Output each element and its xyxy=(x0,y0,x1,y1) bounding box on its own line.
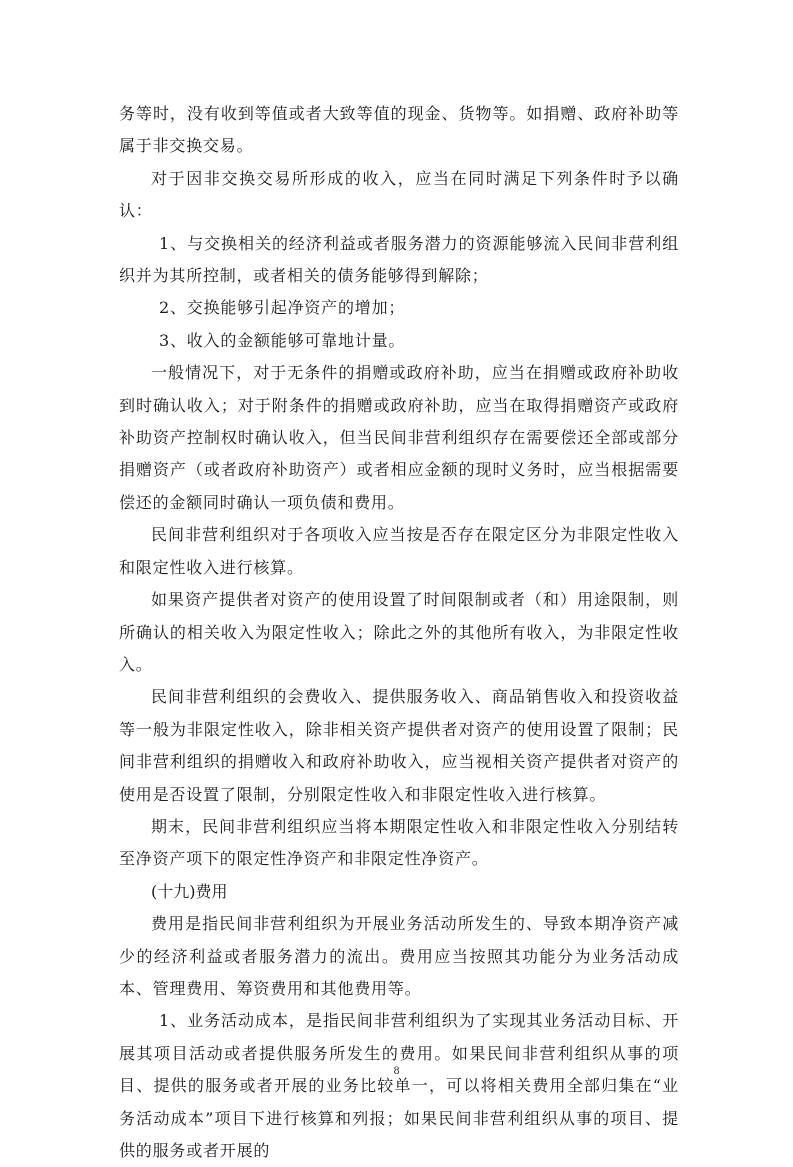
paragraph-restricted-income: 如果资产提供者对资产的使用设置了时间限制或者（和）用途限制，则所确认的相关收入为限定性收入；除此之外的其他所有收入，为非限定性收入。 xyxy=(119,590,679,674)
paragraph-income-classification: 民间非营利组织对于各项收入应当按是否存在限定区分为非限定性收入和限定性收入进行核算。 xyxy=(119,525,679,577)
paragraph-membership-income: 民间非营利组织的会费收入、提供服务收入、商品销售收入和投资收益等一般为非限定性收入，除非相关资产提供者对资产的使用设置了限制；民间非营利组织的捐赠收入和政府补助收入，应当视相关资产提供者对资产的使用是否设置了限制，分别限定性收入和非限定性收入进行核算。 xyxy=(119,687,679,804)
list-item-condition-2: 2、交换能够引起净资产的增加； xyxy=(159,298,406,318)
list-item-condition-1: 1、与交换相关的经济利益或者服务潜力的资源能够流入民间非营利组织并为其所控制，或者相关的债务能够得到解除； xyxy=(119,233,679,286)
paragraph-period-end: 期末，民间非营利组织应当将本期限定性收入和非限定性收入分别结转至净资产项下的限定性净资产和非限定性净资产。 xyxy=(119,816,679,869)
list-item-business-cost: 1、业务活动成本，是指民间非营利组织为了实现其业务活动目标、开展其项目活动或者提供服务所发生的费用。如果民间非营利组织从事的项目、提供的服务或者开展的业务比较单一，可以将相关费用全部归集在“业务活动成本”项目下进行核算和列报；如果民间非营利组织从事的项目、提供的服务或者开展的 xyxy=(119,1011,679,1160)
page-number: 8 xyxy=(393,1066,400,1077)
paragraph-expense-definition: 费用是指民间非营利组织为开展业务活动所发生的、导致本期净资产减少的经济利益或者服务潜力的流出。费用应当按照其功能分为业务活动成本、管理费用、筹资费用和其他费用等。 xyxy=(119,914,679,998)
section-heading-expenses: (十九)费用 xyxy=(151,881,228,901)
paragraph-general-case: 一般情况下，对于无条件的捐赠或政府补助，应当在捐赠或政府补助收到时确认收入；对于附条件的捐赠或政府补助，应当在取得捐赠资产或政府补助资产控制权时确认收入，但当民间非营利组织存在需要偿还全部或部分捐赠资产（或者政府补助资产）或者相应金额的现时义务时，应当根据需要偿还的金额同时确认一项负债和费用。 xyxy=(119,363,679,512)
document-body xyxy=(119,98,679,1167)
paragraph-continuation: 务等时，没有收到等值或者大致等值的现金、货物等。如捐赠、政府补助等属于非交换交易。 xyxy=(119,104,679,156)
list-item-condition-3: 3、收入的金额能够可靠地计量。 xyxy=(159,330,406,350)
paragraph-recognition-conditions: 对于因非交换交易所形成的收入，应当在同时满足下列条件时予以确认： xyxy=(119,168,679,221)
